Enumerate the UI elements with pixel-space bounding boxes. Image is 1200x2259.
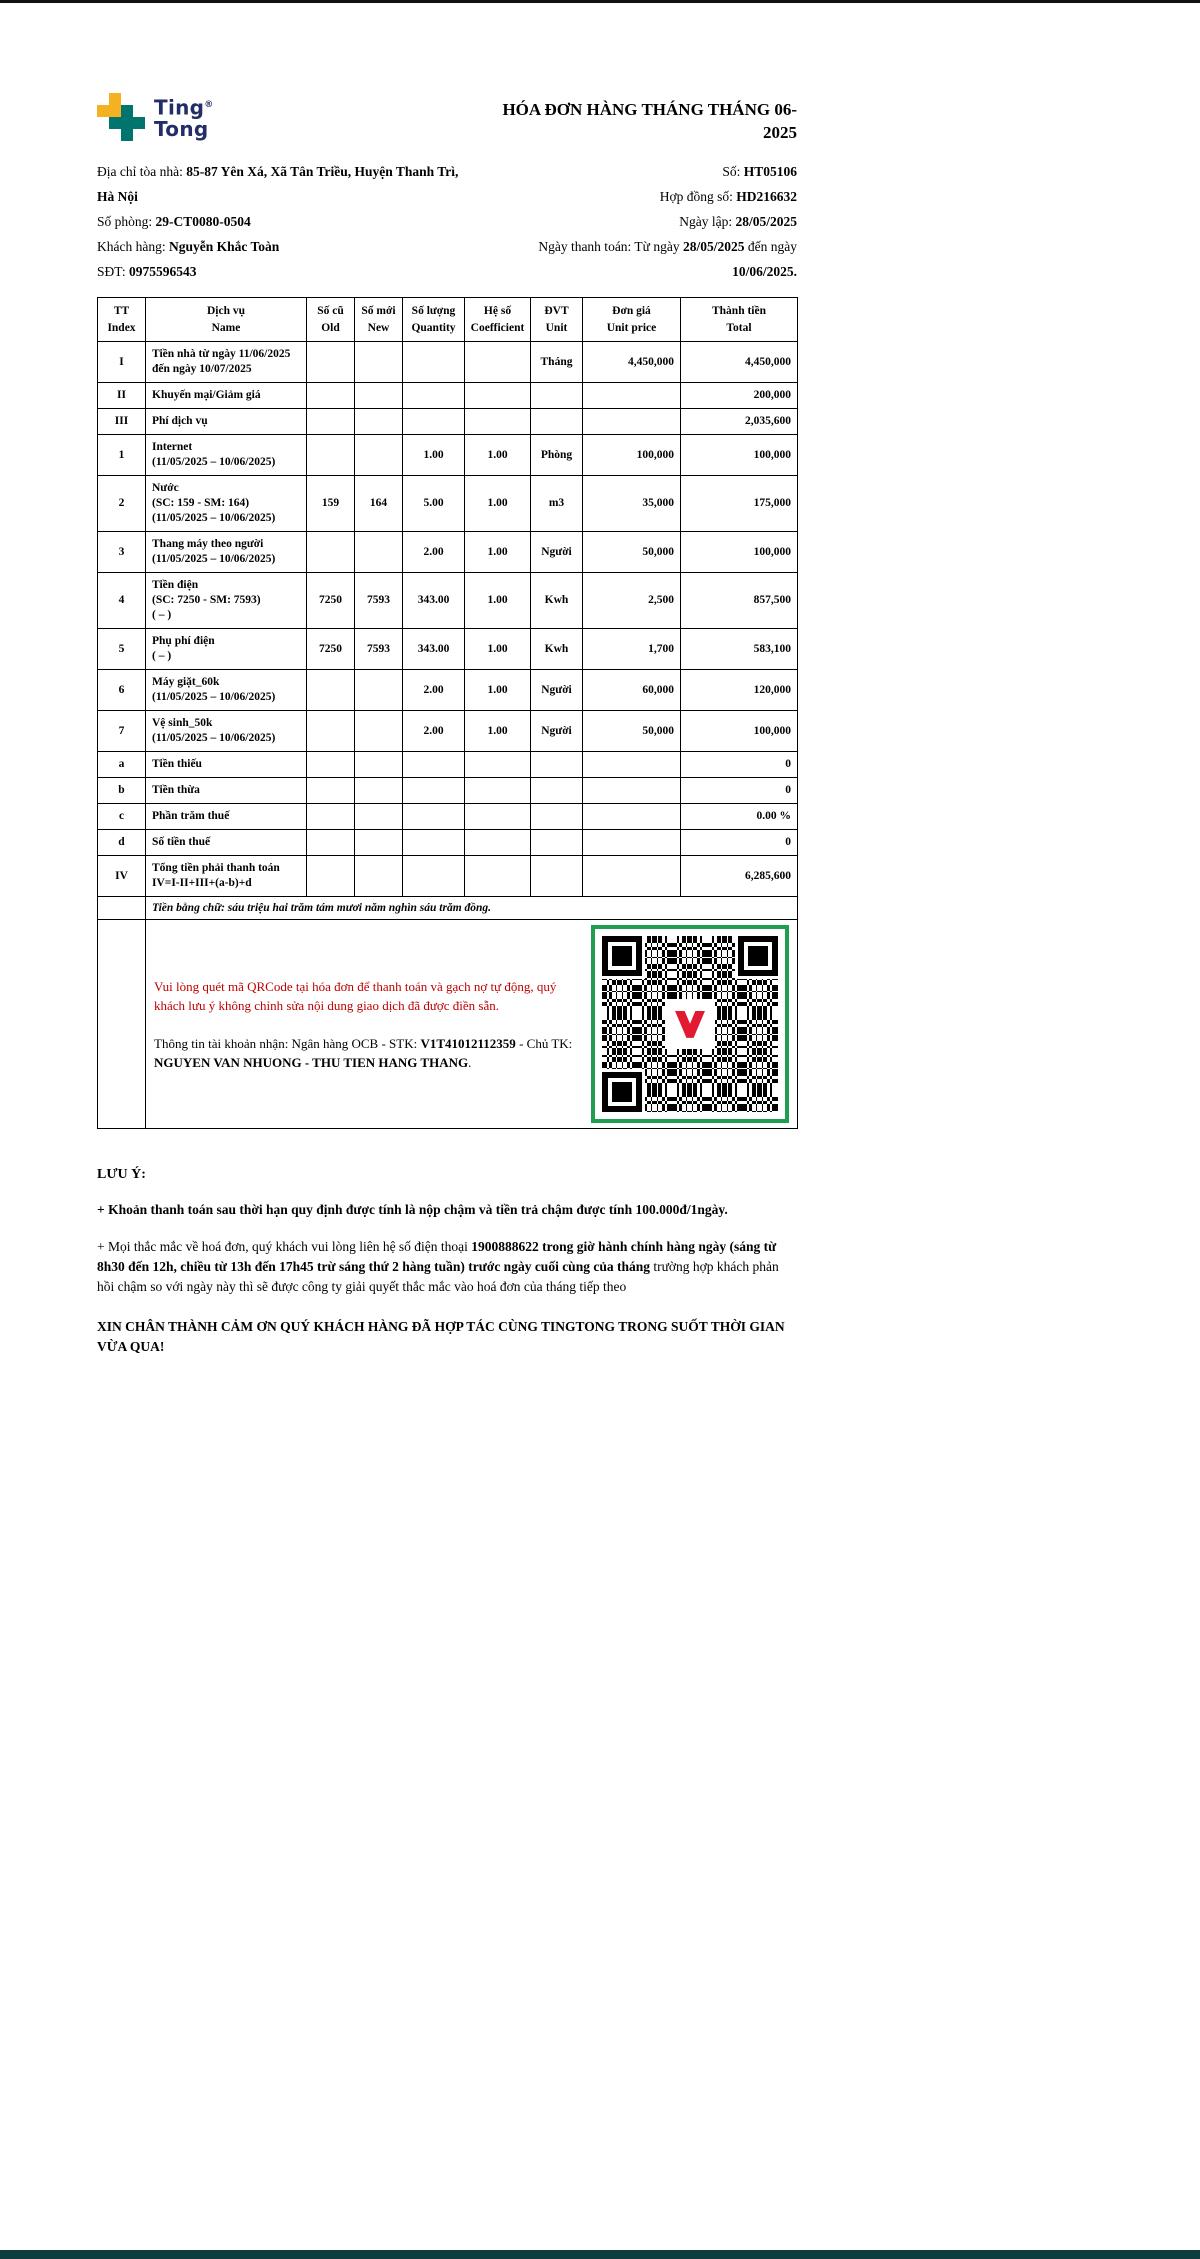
cell-name: Phần trăm thuế (146, 804, 307, 830)
cell-unit (531, 830, 583, 856)
qr-finder-top-left-icon (602, 936, 642, 976)
invoice-title-line2: 2025 (763, 123, 797, 142)
cell-empty (98, 897, 146, 920)
qr-center-logo-icon (667, 1001, 713, 1047)
cell-price (583, 856, 681, 897)
cell-coef: 1.00 (465, 476, 531, 532)
column-header-coef: Hệ số Coefficient (465, 298, 531, 342)
cell-new (355, 409, 403, 435)
cell-name: Khuyến mại/Giảm giá (146, 383, 307, 409)
cell-total: 6,285,600 (681, 856, 798, 897)
cell-name: Tiền thiếu (146, 752, 307, 778)
invoice-table (97, 297, 798, 1129)
cell-unit: Người (531, 670, 583, 711)
cell-qty (403, 409, 465, 435)
cell-index: III (98, 409, 146, 435)
cell-new (355, 435, 403, 476)
text-segment: SĐT: (97, 264, 129, 279)
invoice-info (97, 159, 797, 284)
invoice-row-2 (98, 476, 798, 532)
cell-name: Tiền nhà từ ngày 11/06/2025 đến ngày 10/07/2025 (146, 342, 307, 383)
invoice-row-IV (98, 856, 798, 897)
cell-coef (465, 804, 531, 830)
cell-qty: 2.00 (403, 670, 465, 711)
column-header-new: Số mới New (355, 298, 403, 342)
cell-total: 175,000 (681, 476, 798, 532)
cell-old (307, 830, 355, 856)
cell-coef (465, 342, 531, 383)
invoice-row-b (98, 778, 798, 804)
qr-finder-bottom-left-icon (602, 1072, 642, 1112)
cell-unit: Tháng (531, 342, 583, 383)
note-contact-hotline (97, 1237, 797, 1297)
cell-unit: Phòng (531, 435, 583, 476)
payment-account-info (154, 1034, 577, 1072)
cell-old (307, 670, 355, 711)
cell-coef: 1.00 (465, 629, 531, 670)
cell-index: 4 (98, 573, 146, 629)
text-line (479, 209, 797, 234)
text-segment: XIN CHÂN THÀNH CẢM ƠN QUÝ KHÁCH HÀNG ĐÃ HỢP TÁC CÙNG TINGTONG TRONG SUỐT THỜI GIAN VỪA QUA! (97, 1319, 785, 1355)
cell-price: 4,450,000 (583, 342, 681, 383)
text-segment: 28/05/2025 (683, 239, 745, 254)
payment-text (154, 977, 577, 1072)
payment-qr-row (98, 920, 798, 1129)
column-header-name: Dịch vụ Name (146, 298, 307, 342)
cell-index: 5 (98, 629, 146, 670)
cell-new (355, 804, 403, 830)
text-segment: Vui lòng quét mã QRCode tại hóa đơn để thanh toán và gạch nợ tự động, quý khách lưu ý không chỉnh sửa nội dung giao dịch đã được điền sẵn. (154, 978, 557, 1013)
cell-total: 100,000 (681, 532, 798, 573)
bottom-border-bar (0, 2250, 1200, 2259)
text-segment: Ngày thanh toán: Từ ngày (538, 239, 683, 254)
cell-new: 164 (355, 476, 403, 532)
text-segment: trước ngày cuối cùng của tháng (464, 1259, 650, 1275)
text-line (479, 159, 797, 184)
cell-total: 0.00 % (681, 804, 798, 830)
cell-coef (465, 752, 531, 778)
cell-name: Số tiền thuế (146, 830, 307, 856)
qr-payment-notice (154, 977, 577, 1015)
cell-new: 7593 (355, 629, 403, 670)
text-segment: V1T41012112359 (420, 1035, 516, 1051)
cell-total: 583,100 (681, 629, 798, 670)
text-segment: Khách hàng: (97, 239, 169, 254)
text-line (97, 159, 479, 209)
cell-price: 60,000 (583, 670, 681, 711)
cell-old (307, 342, 355, 383)
cell-qty (403, 830, 465, 856)
note-late-payment (97, 1200, 797, 1220)
invoice-row-d (98, 830, 798, 856)
cell-index: IV (98, 856, 146, 897)
text-line (479, 234, 797, 284)
tingtong-logo (97, 93, 214, 141)
cell-coef: 1.00 (465, 435, 531, 476)
amount-in-words-value: sáu triệu hai trăm tám mươi năm nghìn sáu trăm đồng. (227, 902, 492, 915)
text-segment: - Chủ TK: (515, 1035, 573, 1051)
cell-coef (465, 409, 531, 435)
cell-index: c (98, 804, 146, 830)
column-header-qty: Số lượng Quantity (403, 298, 465, 342)
text-segment: NGUYEN VAN NHUONG - THU TIEN HANG THANG (154, 1054, 469, 1070)
invoice-row-I (98, 342, 798, 383)
invoice-title (497, 93, 797, 144)
cell-old: 7250 (307, 573, 355, 629)
qr-finder-top-right-icon (738, 936, 778, 976)
cell-price (583, 383, 681, 409)
cell-price: 35,000 (583, 476, 681, 532)
cell-total: 2,035,600 (681, 409, 798, 435)
cell-name: Phụ phí điện ( – ) (146, 629, 307, 670)
cell-qty: 343.00 (403, 629, 465, 670)
cell-name: Internet (11/05/2025 – 10/06/2025) (146, 435, 307, 476)
text-line (97, 209, 479, 234)
cell-new (355, 856, 403, 897)
cell-qty (403, 342, 465, 383)
cell-old (307, 778, 355, 804)
cell-old: 7250 (307, 629, 355, 670)
cell-total: 0 (681, 778, 798, 804)
column-header-unit: ĐVT Unit (531, 298, 583, 342)
cell-unit (531, 804, 583, 830)
text-segment: Thông tin tài khoản nhận: Ngân hàng OCB - STK: (154, 1035, 421, 1051)
cell-new (355, 670, 403, 711)
cell-old (307, 711, 355, 752)
cell-index: 2 (98, 476, 146, 532)
cell-qty (403, 752, 465, 778)
header-row (98, 298, 798, 342)
cell-total: 100,000 (681, 435, 798, 476)
building-customer-info (97, 159, 479, 284)
cell-empty (98, 920, 146, 1129)
column-header-old: Số cũ Old (307, 298, 355, 342)
invoice-table-body (98, 342, 798, 897)
cell-old (307, 752, 355, 778)
cell-new (355, 532, 403, 573)
cell-unit: Kwh (531, 573, 583, 629)
text-segment: trường hợp khách phản hồi chậm so với ngày này thì sẽ được công ty giải quyết thắc mắc vào hoá đơn của tháng tiếp theo (97, 1259, 779, 1295)
text-segment: HD216632 (736, 189, 797, 204)
cell-name: Tiền điện (SC: 7250 - SM: 7593) ( – ) (146, 573, 307, 629)
cell-unit: Người (531, 532, 583, 573)
text-segment: Nguyễn Khắc Toàn (168, 239, 280, 254)
cell-index: 1 (98, 435, 146, 476)
invoice-row-III (98, 409, 798, 435)
cell-price: 1,700 (583, 629, 681, 670)
cell-old (307, 435, 355, 476)
cell-coef: 1.00 (465, 670, 531, 711)
cell-qty (403, 383, 465, 409)
cell-name: Vệ sinh_50k (11/05/2025 – 10/06/2025) (146, 711, 307, 752)
invoice-page (97, 3, 797, 1357)
text-line (154, 1034, 577, 1072)
invoice-row-a (98, 752, 798, 778)
cell-new (355, 711, 403, 752)
cell-qty (403, 778, 465, 804)
notes-heading: LƯU Ý: (97, 1167, 146, 1183)
cell-qty (403, 856, 465, 897)
cell-unit: Kwh (531, 629, 583, 670)
invoice-row-c (98, 804, 798, 830)
text-segment: Địa chỉ tòa nhà: (97, 164, 187, 179)
cell-unit (531, 778, 583, 804)
cell-name: Thang máy theo người (11/05/2025 – 10/06/2025) (146, 532, 307, 573)
cell-index: 6 (98, 670, 146, 711)
cell-old (307, 383, 355, 409)
cell-new: 7593 (355, 573, 403, 629)
logo-word-ting: Ting (154, 95, 205, 120)
cell-qty (403, 804, 465, 830)
cell-qty: 5.00 (403, 476, 465, 532)
column-header-index: TT Index (98, 298, 146, 342)
cell-unit (531, 856, 583, 897)
cell-index: a (98, 752, 146, 778)
column-header-price: Đơn giá Unit price (583, 298, 681, 342)
cell-coef (465, 856, 531, 897)
amount-in-words-label: Tiền bằng chữ: (152, 902, 228, 915)
cell-coef (465, 778, 531, 804)
cell-name: Nước (SC: 159 - SM: 164) (11/05/2025 – 10/06/2025) (146, 476, 307, 532)
cell-coef: 1.00 (465, 532, 531, 573)
cell-qty: 2.00 (403, 532, 465, 573)
text-segment: HT05106 (743, 164, 797, 179)
cell-total: 100,000 (681, 711, 798, 752)
text-segment: + Mọi thắc mắc về hoá đơn, quý khách vui lòng liên hệ số điện thoại (97, 1239, 472, 1255)
cell-new (355, 383, 403, 409)
tingtong-logo-icon (97, 93, 145, 141)
cell-old (307, 532, 355, 573)
text-line (154, 977, 577, 1015)
cell-index: I (98, 342, 146, 383)
invoice-header (97, 93, 797, 144)
text-segment: Số: (722, 164, 744, 179)
cell-old (307, 409, 355, 435)
text-line (97, 1317, 797, 1357)
cell-price (583, 409, 681, 435)
text-line (479, 184, 797, 209)
text-line (97, 1200, 797, 1220)
text-segment: Hợp đồng số: (659, 189, 737, 204)
invoice-table-head (98, 298, 798, 342)
cell-coef: 1.00 (465, 573, 531, 629)
invoice-footer-notes (97, 1167, 797, 1357)
cell-total: 857,500 (681, 573, 798, 629)
cell-qty: 1.00 (403, 435, 465, 476)
payment-qr-code (591, 925, 789, 1123)
cell-index: 3 (98, 532, 146, 573)
cell-price (583, 752, 681, 778)
cell-coef (465, 830, 531, 856)
invoice-row-5 (98, 629, 798, 670)
text-segment: đến ngày (744, 239, 797, 254)
cell-new (355, 342, 403, 383)
invoice-title-line1: HÓA ĐƠN HÀNG THÁNG THÁNG 06- (502, 100, 797, 119)
text-segment: 10/06/2025 (732, 264, 794, 279)
cell-unit (531, 409, 583, 435)
cell-price: 50,000 (583, 711, 681, 752)
cell-old (307, 856, 355, 897)
cell-name: Máy giặt_60k (11/05/2025 – 10/06/2025) (146, 670, 307, 711)
cell-total: 0 (681, 830, 798, 856)
invoice-row-1 (98, 435, 798, 476)
invoice-row-3 (98, 532, 798, 573)
cell-coef: 1.00 (465, 711, 531, 752)
cell-total: 0 (681, 752, 798, 778)
text-segment: 1900888622 trong giờ hành chính hàng ngày (sáng từ 8h30 đến 12h, chiều từ 13h đến 17h45 trừ sáng thứ 2 hàng tuần) (97, 1239, 777, 1275)
note-thanks (97, 1317, 797, 1357)
invoice-row-6 (98, 670, 798, 711)
cell-unit: m3 (531, 476, 583, 532)
cell-price: 2,500 (583, 573, 681, 629)
tingtong-logo-text (154, 94, 214, 141)
cell-qty: 343.00 (403, 573, 465, 629)
invoice-table-extra (98, 897, 798, 1129)
amount-in-words-cell (146, 897, 798, 920)
text-line (97, 1237, 797, 1297)
text-segment: + Khoản thanh toán sau thời hạn quy định được tính là nộp chậm và tiền trả chậm được tính 100.000đ/1ngày. (97, 1202, 728, 1218)
cell-new (355, 752, 403, 778)
text-segment: Ngày lập: (679, 214, 736, 229)
cell-total: 4,450,000 (681, 342, 798, 383)
cell-price (583, 778, 681, 804)
logo-word-tong: Tong (154, 117, 209, 142)
text-segment: 29-CT0080-0504 (155, 214, 251, 229)
cell-unit (531, 752, 583, 778)
cell-index: d (98, 830, 146, 856)
invoice-row-4 (98, 573, 798, 629)
cell-qty: 2.00 (403, 711, 465, 752)
invoice-meta-info (479, 159, 797, 284)
invoice-row-II (98, 383, 798, 409)
text-segment: . (468, 1054, 472, 1070)
cell-coef (465, 383, 531, 409)
cell-index: 7 (98, 711, 146, 752)
invoice-row-7 (98, 711, 798, 752)
text-segment: Số phòng: (97, 214, 156, 229)
cell-price (583, 804, 681, 830)
text-segment: 85-87 Yên Xá, Xã Tân Triều, Huyện Thanh Trì, Hà Nội (97, 164, 459, 204)
cell-new (355, 778, 403, 804)
cell-new (355, 830, 403, 856)
text-segment: 0975596543 (128, 264, 197, 279)
cell-price: 100,000 (583, 435, 681, 476)
cell-old (307, 804, 355, 830)
cell-old: 159 (307, 476, 355, 532)
cell-price: 50,000 (583, 532, 681, 573)
cell-unit (531, 383, 583, 409)
column-header-total: Thành tiền Total (681, 298, 798, 342)
text-segment: 28/05/2025 (735, 214, 797, 229)
cell-index: II (98, 383, 146, 409)
cell-name: Tổng tiền phải thanh toán IV=I-II+III+(a-b)+d (146, 856, 307, 897)
cell-total: 120,000 (681, 670, 798, 711)
cell-index: b (98, 778, 146, 804)
text-segment: . (793, 264, 797, 279)
text-line (97, 234, 479, 259)
cell-total: 200,000 (681, 383, 798, 409)
cell-price (583, 830, 681, 856)
text-line (97, 259, 479, 284)
qr-pattern (602, 936, 778, 1112)
registered-mark: ® (204, 99, 214, 110)
cell-name: Phí dịch vụ (146, 409, 307, 435)
cell-name: Tiền thừa (146, 778, 307, 804)
amount-in-words-row (98, 897, 798, 920)
payment-cell (146, 920, 798, 1129)
cell-unit: Người (531, 711, 583, 752)
